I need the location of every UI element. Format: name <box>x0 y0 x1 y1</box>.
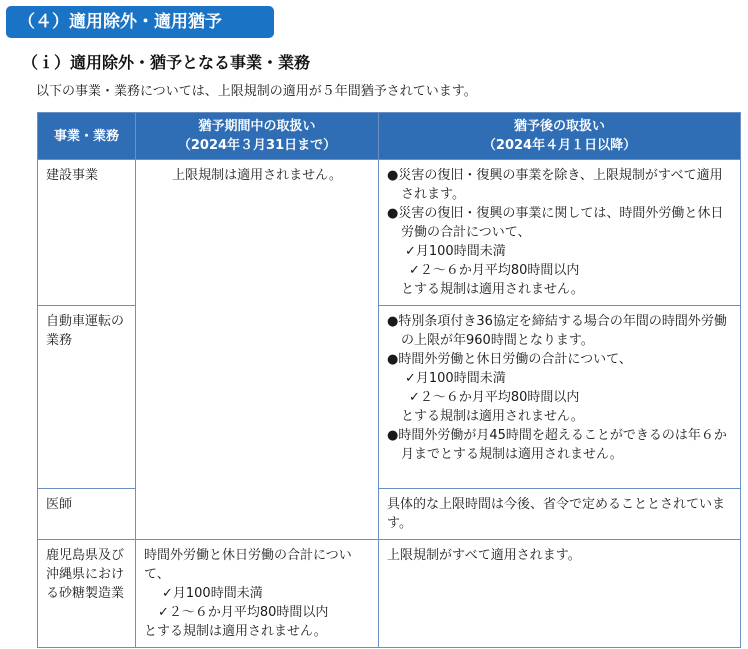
row-category: 鹿児島県及び沖縄県における砂糖製造業 <box>38 540 136 648</box>
check-item: ✓２～６か月平均80時間以内 <box>409 390 580 405</box>
bullet: ●災害の復旧・復興の事業に関しては、時間外労働と休日労働の合計について、 <box>387 206 724 240</box>
bullet: ●特別条項付き36協定を締結する場合の年間の時間外労働の上限が年960時間となります。 <box>387 314 727 348</box>
header-business: 事業・業務 <box>38 113 136 160</box>
during-cell <box>136 540 379 648</box>
bullet: ●時間外労働と休日労働の合計について、 <box>387 352 632 367</box>
section-title: （４）適用除外・適用猶予 <box>6 6 274 38</box>
table-row <box>38 160 741 306</box>
tail-text: とする規制は適用されません。 <box>401 409 584 424</box>
exemption-table <box>37 112 741 648</box>
row-category: 建設事業 <box>38 160 136 306</box>
table-header-row <box>38 113 741 160</box>
after-cell <box>379 160 741 306</box>
tail-text: とする規制は適用されません。 <box>401 282 584 297</box>
table-row <box>38 540 741 648</box>
check-item: ✓月100時間未満 <box>405 244 506 259</box>
check-item: ✓２～６か月平均80時間以内 <box>409 263 580 278</box>
intro-text: 以下の事業・業務については、上限規制の適用が５年間猶予されています。 <box>36 84 477 99</box>
during-text: 時間外労働と休日労働の合計について、 <box>144 548 352 582</box>
shared-during-cell: 上限規制は適用されません。 <box>136 160 379 540</box>
bullet: ●災害の復旧・復興の事業を除き、上限規制がすべて適用されます。 <box>387 168 723 202</box>
header-during-grace <box>136 113 379 160</box>
header-after-grace-line1: 猶予後の取扱い <box>513 119 605 134</box>
check-item: ✓月100時間未満 <box>405 371 506 386</box>
header-after-grace-line2: （2024年４月１日以降） <box>482 138 637 153</box>
after-cell <box>379 306 741 489</box>
row-category: 自動車運転の業務 <box>38 306 136 489</box>
header-during-grace-line2: （2024年３月31日まで） <box>177 138 337 153</box>
check-item: ✓月100時間未満 <box>162 586 263 601</box>
after-cell: 具体的な上限時間は今後、省令で定めることとされています。 <box>379 489 741 540</box>
header-after-grace <box>379 113 741 160</box>
bullet: ●時間外労働が月45時間を超えることができるのは年６か月までとする規制は適用されません。 <box>387 428 727 462</box>
subheading: （ｉ）適用除外・猶予となる事業・業務 <box>22 53 311 72</box>
tail-text: とする規制は適用されません。 <box>144 624 327 639</box>
after-cell: 上限規制がすべて適用されます。 <box>379 540 741 648</box>
check-item: ✓２～６か月平均80時間以内 <box>158 605 329 620</box>
row-category: 医師 <box>38 489 136 540</box>
header-during-grace-line1: 猶予期間中の取扱い <box>198 119 316 134</box>
